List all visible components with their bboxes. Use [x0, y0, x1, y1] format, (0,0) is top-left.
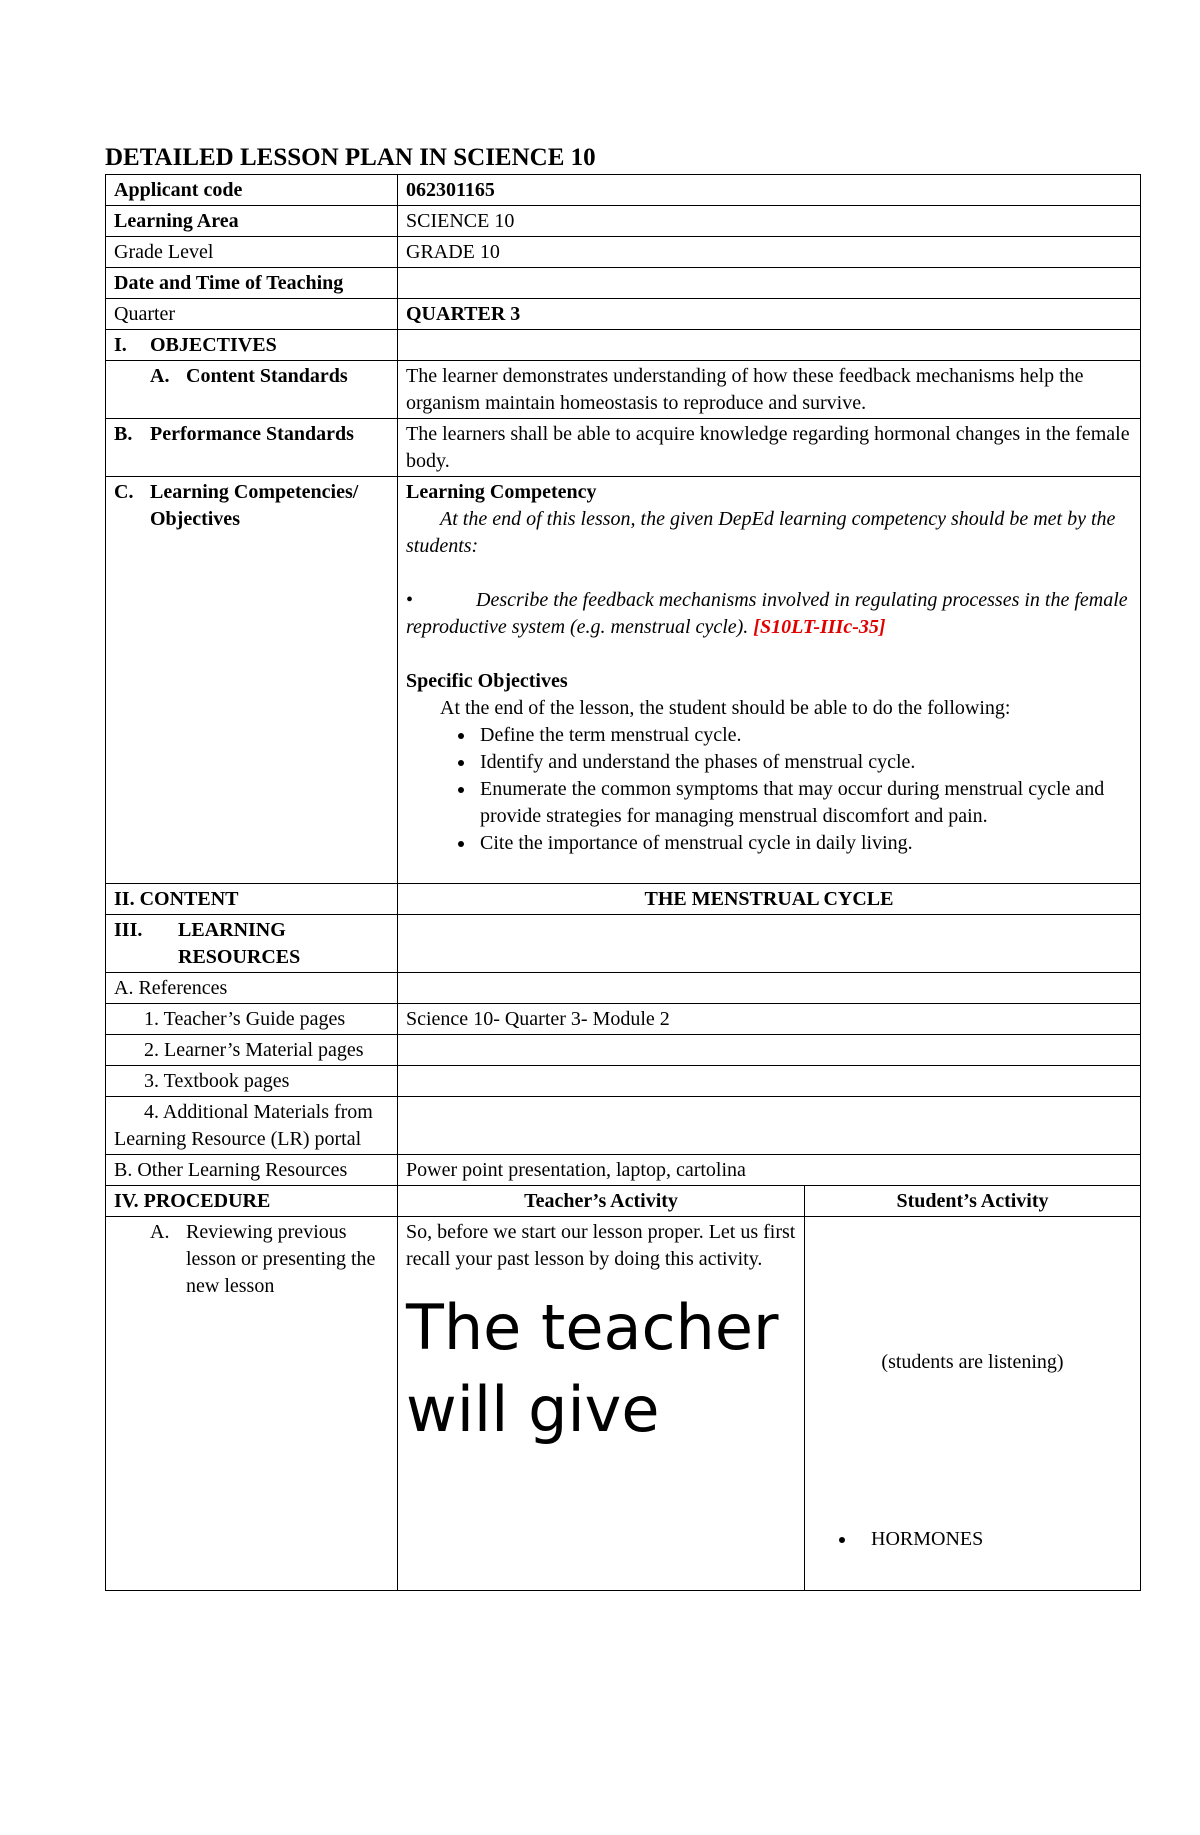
content-standards-text: The learner demonstrates understanding of how these feedback mechanisms help the organism maintain homeostasis to reproduce and survive.: [398, 361, 1141, 419]
lesson-plan-page: [105, 142, 1140, 1591]
row-additional-materials: [106, 1097, 1141, 1155]
row-quarter: [106, 299, 1141, 330]
teacher-big-text: The teacher will give: [406, 1291, 779, 1446]
specific-objective-item: • Enumerate the common symptoms that may occur during menstrual cycle and provide strategies for managing menstrual discomfort and pain.: [476, 776, 1132, 830]
content-standards-label-cell: [106, 361, 398, 419]
quarter-value: QUARTER 3: [398, 299, 1141, 330]
specific-objective-item: • Cite the importance of menstrual cycle in daily living.: [476, 830, 1132, 857]
row-textbook: [106, 1066, 1141, 1097]
objectives-heading-value: [398, 330, 1141, 361]
learners-material-value: [398, 1035, 1141, 1066]
specific-objectives-intro: At the end of the lesson, the student should be able to do the following:: [440, 697, 1011, 719]
row-procedure-heading: [106, 1186, 1141, 1217]
learning-area-value: SCIENCE 10: [398, 206, 1141, 237]
teacher-activity-text: So, before we start our lesson proper. Let us first recall your past lesson by doing this activity.: [406, 1221, 796, 1270]
learners-material-label: [106, 1035, 398, 1066]
quarter-label: Quarter: [106, 299, 398, 330]
textbook-label: [106, 1066, 398, 1097]
objectives-heading-num: I.: [114, 334, 127, 356]
specific-objective-item: • Define the term menstrual cycle.: [476, 722, 1132, 749]
row-content-standards: [106, 361, 1141, 419]
step-a-num: A.: [150, 1221, 170, 1243]
performance-standards-text: The learners shall be able to acquire knowledge regarding hormonal changes in the female body.: [398, 419, 1141, 477]
objectives-heading: [106, 330, 398, 361]
competency-heading: Learning Competency: [406, 481, 597, 503]
step-a-label: Reviewing previous lesson or presenting the new lesson: [186, 1221, 376, 1297]
competencies-content: [398, 477, 1141, 884]
procedure-heading: IV. PROCEDURE: [106, 1186, 398, 1217]
student-listening-text: (students are listening): [881, 1351, 1064, 1373]
row-references: [106, 973, 1141, 1004]
row-performance-standards: [106, 419, 1141, 477]
textbook-value: [398, 1066, 1141, 1097]
applicant-code-label: Applicant code: [106, 175, 398, 206]
additional-materials-label-text: 4. Additional Materials from Learning Resource (LR) portal: [114, 1101, 373, 1150]
row-competencies: [106, 477, 1141, 884]
competency-item: [406, 587, 1132, 641]
learning-resources-heading: [106, 915, 398, 973]
row-objectives-heading: [106, 330, 1141, 361]
lesson-plan-table: [105, 174, 1141, 1591]
specific-objectives-heading: Specific Objectives: [406, 670, 568, 692]
competency-intro: At the end of this lesson, the given DepEd learning competency should be met by the students:: [406, 508, 1116, 557]
specific-objective-item: • Identify and understand the phases of menstrual cycle.: [476, 749, 1132, 776]
content-standards-label: Content Standards: [186, 365, 348, 387]
learning-resources-value: [398, 915, 1141, 973]
learning-resources-label: LEARNING RESOURCES: [178, 919, 301, 968]
applicant-code-value: 062301165: [398, 175, 1141, 206]
teacher-activity-header: Teacher’s Activity: [398, 1186, 805, 1217]
date-time-label: Date and Time of Teaching: [106, 268, 398, 299]
row-content: [106, 884, 1141, 915]
additional-materials-label: [106, 1097, 398, 1155]
content-label: II. CONTENT: [106, 884, 398, 915]
row-other-resources: [106, 1155, 1141, 1186]
grade-level-label: Grade Level: [106, 237, 398, 268]
references-label: A. References: [106, 973, 398, 1004]
other-resources-label: B. Other Learning Resources: [106, 1155, 398, 1186]
specific-objectives-list: [406, 722, 1132, 857]
references-value: [398, 973, 1141, 1004]
student-activity-cell: [805, 1217, 1141, 1591]
learners-material-label-text: 2. Learner’s Material pages: [144, 1039, 364, 1061]
learning-resources-num: III.: [114, 919, 143, 941]
content-value: THE MENSTRUAL CYCLE: [398, 884, 1141, 915]
teacher-activity-cell: [398, 1217, 805, 1591]
teachers-guide-label-text: 1. Teacher’s Guide pages: [144, 1008, 346, 1030]
competencies-label: Learning Competencies/ Objectives: [150, 481, 359, 530]
row-procedure-step-a: [106, 1217, 1141, 1591]
textbook-label-text: 3. Textbook pages: [144, 1070, 290, 1092]
competency-item-text: Describe the feedback mechanisms involved in regulating processes in the female reproductive system (e.g. menstrual cycle).: [406, 589, 1128, 638]
row-applicant-code: [106, 175, 1141, 206]
content-standards-num: A.: [150, 365, 170, 387]
competency-bullet-icon: •: [406, 589, 414, 611]
competencies-num: C.: [114, 481, 134, 503]
teachers-guide-label: [106, 1004, 398, 1035]
competencies-label-cell: [106, 477, 398, 884]
row-grade-level: [106, 237, 1141, 268]
row-learning-resources: [106, 915, 1141, 973]
competency-code: [S10LT-IIIc-35]: [753, 616, 886, 638]
other-resources-value: Power point presentation, laptop, cartolina: [398, 1155, 1141, 1186]
additional-materials-value: [398, 1097, 1141, 1155]
teachers-guide-value: Science 10- Quarter 3- Module 2: [398, 1004, 1141, 1035]
document-title: DETAILED LESSON PLAN IN SCIENCE 10: [105, 144, 596, 171]
row-teachers-guide: [106, 1004, 1141, 1035]
performance-standards-num: B.: [114, 423, 133, 445]
row-learning-area: [106, 206, 1141, 237]
date-time-value: [398, 268, 1141, 299]
objectives-heading-text: OBJECTIVES: [150, 334, 277, 356]
learning-area-label: Learning Area: [106, 206, 398, 237]
performance-standards-label-cell: [106, 419, 398, 477]
step-a-label-cell: [106, 1217, 398, 1591]
student-answer-item: • HORMONES: [857, 1526, 1132, 1553]
row-learners-material: [106, 1035, 1141, 1066]
row-date-time: [106, 268, 1141, 299]
student-answer-list: [813, 1526, 1132, 1553]
student-activity-header: Student’s Activity: [805, 1186, 1141, 1217]
grade-level-value: GRADE 10: [398, 237, 1141, 268]
performance-standards-label: Performance Standards: [150, 423, 354, 445]
